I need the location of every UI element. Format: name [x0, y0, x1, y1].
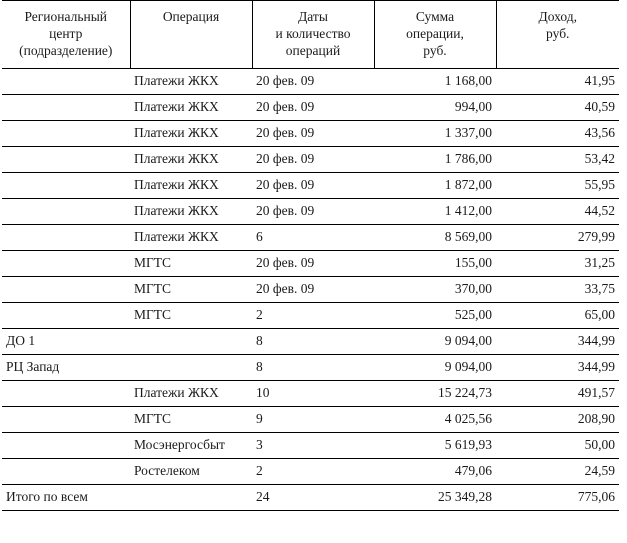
cell-amount: 1 412,00	[374, 199, 496, 225]
column-header-operation	[130, 1, 252, 69]
cell-center	[2, 303, 130, 329]
cell-operation: Мосэнергосбыт	[130, 433, 252, 459]
cell-center	[2, 95, 130, 121]
cell-operation: Платежи ЖКХ	[130, 225, 252, 251]
cell-income: 44,52	[496, 199, 619, 225]
header-line: Даты	[298, 9, 328, 24]
cell-amount: 1 168,00	[374, 69, 496, 95]
cell-center: РЦ Запад	[2, 355, 130, 381]
cell-income: 344,99	[496, 329, 619, 355]
cell-income: 43,56	[496, 121, 619, 147]
cell-dates: 20 фев. 09	[252, 121, 374, 147]
cell-amount: 5 619,93	[374, 433, 496, 459]
cell-operation	[130, 329, 252, 355]
cell-operation: Платежи ЖКХ	[130, 147, 252, 173]
cell-dates: 9	[252, 407, 374, 433]
cell-operation: МГТС	[130, 303, 252, 329]
table-row	[2, 199, 619, 225]
cell-dates: 20 фев. 09	[252, 69, 374, 95]
header-line: (подразделение)	[19, 43, 113, 58]
cell-dates: 20 фев. 09	[252, 173, 374, 199]
cell-center	[2, 199, 130, 225]
cell-amount: 1 337,00	[374, 121, 496, 147]
cell-center	[2, 121, 130, 147]
cell-income: 33,75	[496, 277, 619, 303]
cell-center	[2, 277, 130, 303]
cell-center: Итого по всем	[2, 485, 130, 511]
header-line: руб.	[423, 43, 447, 58]
table-row	[2, 173, 619, 199]
cell-center	[2, 225, 130, 251]
cell-center	[2, 433, 130, 459]
cell-center	[2, 147, 130, 173]
cell-income: 50,00	[496, 433, 619, 459]
cell-income: 65,00	[496, 303, 619, 329]
table-row	[2, 251, 619, 277]
column-header-amount	[374, 1, 496, 69]
cell-amount: 155,00	[374, 251, 496, 277]
cell-dates: 20 фев. 09	[252, 277, 374, 303]
cell-operation: Платежи ЖКХ	[130, 381, 252, 407]
cell-dates: 20 фев. 09	[252, 147, 374, 173]
cell-amount: 8 569,00	[374, 225, 496, 251]
header-line: Сумма	[415, 9, 455, 24]
cell-income: 53,42	[496, 147, 619, 173]
table-row	[2, 355, 619, 381]
cell-amount: 525,00	[374, 303, 496, 329]
cell-income: 344,99	[496, 355, 619, 381]
cell-center	[2, 69, 130, 95]
header-line: операций	[285, 43, 341, 58]
cell-center	[2, 459, 130, 485]
cell-amount: 9 094,00	[374, 329, 496, 355]
header-line: операции,	[406, 26, 464, 41]
table-header	[2, 1, 619, 69]
cell-operation: МГТС	[130, 277, 252, 303]
cell-dates: 24	[252, 485, 374, 511]
cell-operation: Ростелеком	[130, 459, 252, 485]
cell-income: 775,06	[496, 485, 619, 511]
table-row	[2, 407, 619, 433]
cell-center: ДО 1	[2, 329, 130, 355]
operations-table	[2, 0, 619, 511]
cell-operation: МГТС	[130, 407, 252, 433]
table-row	[2, 95, 619, 121]
cell-income: 279,99	[496, 225, 619, 251]
table-body	[2, 69, 619, 511]
table-row	[2, 147, 619, 173]
cell-amount: 1 872,00	[374, 173, 496, 199]
cell-dates: 2	[252, 303, 374, 329]
cell-amount: 370,00	[374, 277, 496, 303]
cell-income: 41,95	[496, 69, 619, 95]
header-line: Доход,	[538, 9, 577, 24]
table-row	[2, 69, 619, 95]
cell-dates: 20 фев. 09	[252, 199, 374, 225]
cell-dates: 6	[252, 225, 374, 251]
cell-dates: 20 фев. 09	[252, 251, 374, 277]
table-row	[2, 303, 619, 329]
header-line: Операция	[162, 9, 220, 24]
cell-operation: Платежи ЖКХ	[130, 173, 252, 199]
cell-amount: 994,00	[374, 95, 496, 121]
cell-amount: 15 224,73	[374, 381, 496, 407]
cell-dates: 20 фев. 09	[252, 95, 374, 121]
cell-dates: 3	[252, 433, 374, 459]
cell-amount: 9 094,00	[374, 355, 496, 381]
table-row	[2, 121, 619, 147]
column-header-dates	[252, 1, 374, 69]
cell-dates: 8	[252, 355, 374, 381]
cell-operation	[130, 485, 252, 511]
cell-operation: Платежи ЖКХ	[130, 199, 252, 225]
cell-operation: Платежи ЖКХ	[130, 69, 252, 95]
header-line: Региональный	[24, 9, 108, 24]
table-row	[2, 433, 619, 459]
cell-amount: 1 786,00	[374, 147, 496, 173]
column-header-income	[496, 1, 619, 69]
table-row	[2, 485, 619, 511]
cell-income: 208,90	[496, 407, 619, 433]
cell-amount: 479,06	[374, 459, 496, 485]
header-line: руб.	[546, 26, 570, 41]
table-row	[2, 329, 619, 355]
table-row	[2, 225, 619, 251]
cell-operation	[130, 355, 252, 381]
column-header-center	[2, 1, 130, 69]
cell-income: 55,95	[496, 173, 619, 199]
cell-amount: 4 025,56	[374, 407, 496, 433]
header-line: и количество	[275, 26, 351, 41]
table-row	[2, 277, 619, 303]
cell-dates: 10	[252, 381, 374, 407]
cell-amount: 25 349,28	[374, 485, 496, 511]
table-row	[2, 381, 619, 407]
header-row	[2, 1, 619, 69]
cell-center	[2, 407, 130, 433]
header-line: центр	[49, 26, 83, 41]
cell-center	[2, 381, 130, 407]
cell-operation: Платежи ЖКХ	[130, 95, 252, 121]
cell-dates: 8	[252, 329, 374, 355]
cell-income: 491,57	[496, 381, 619, 407]
table-row	[2, 459, 619, 485]
cell-center	[2, 173, 130, 199]
cell-income: 31,25	[496, 251, 619, 277]
cell-income: 24,59	[496, 459, 619, 485]
cell-operation: Платежи ЖКХ	[130, 121, 252, 147]
cell-dates: 2	[252, 459, 374, 485]
cell-operation: МГТС	[130, 251, 252, 277]
cell-center	[2, 251, 130, 277]
cell-income: 40,59	[496, 95, 619, 121]
